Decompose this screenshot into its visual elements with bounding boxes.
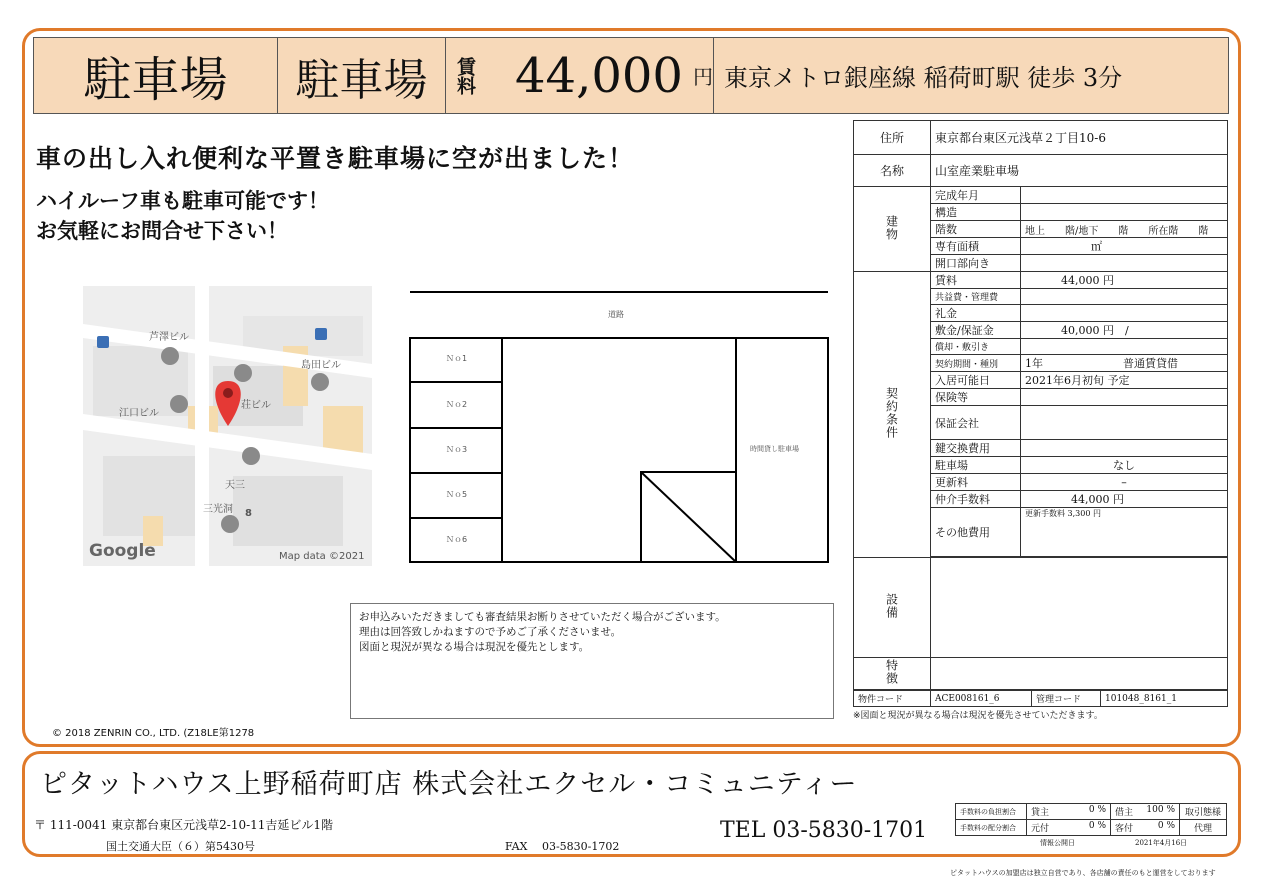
opening-value [1021,255,1228,272]
contract-value [1021,355,1228,372]
info-panel [853,120,1228,721]
notice-line3: 図面と現況が異なる場合は現況を優先とします。 [359,641,590,653]
common-fee-label: 共益費・管理費 [931,289,1021,305]
headline-line3: お気軽にお問合せ下さい！ [36,219,288,243]
info-table [853,120,1228,690]
location-map[interactable] [83,286,372,566]
fee-borrower-pct: 100 % [1146,805,1175,815]
rent-value: 44,000 [515,47,683,104]
mgmt-code: 101048_8161_1 [1101,691,1228,707]
rent-label-cell: 賃料 [931,272,1021,289]
parking-label: 駐車場 [931,457,1021,474]
guarantor-label: 保証会社 [931,406,1021,440]
name-label: 名称 [854,155,931,187]
contract-type: 普通賃貸借 [1123,357,1178,370]
key-money-label: 礼金 [931,305,1021,322]
access-text: 東京メトロ銀座線 稲荷町駅 徒歩 3分 [724,64,1123,92]
fee-table [955,803,1227,836]
completion-label: 完成年月 [931,187,1021,204]
facilities-label-cell [854,558,931,658]
facilities-label: 設備 [884,593,899,619]
key-exchange-label: 鍵交換費用 [931,440,1021,457]
name-value: 山室産業駐車場 [931,155,1228,187]
map-graphic [83,286,372,566]
facilities-value [931,558,1228,658]
structure-label: 構造 [931,204,1021,221]
features-label: 特徴 [884,659,899,685]
map-label-7: 8 [245,508,252,519]
notice-line2: 理由は回答致しかねますので予めご了承くださいませ。 [359,626,622,638]
terms-label-cell [854,272,931,558]
map-label-6: 三光洞 [203,504,233,515]
amortization-value [1021,339,1228,355]
structure-value [1021,204,1228,221]
map-label-5: 天三 [225,480,245,491]
parking-value: なし [1021,457,1228,474]
other-fees-label: その他費用 [931,508,1021,557]
map-label-4: 荘ビル [241,400,271,411]
license-number: 国土交通大臣（６）第5430号 [106,840,255,853]
notice-line1: お申込みいただきましても審査結果お断りさせていただく場合がございます。 [359,611,726,623]
rent-label: 賃料 [454,56,476,95]
headline-line1: 車の出し入れ便利な平置き駐車場に空が出ました！ [36,144,635,173]
publish-row [955,838,1227,848]
terms-label: 契約条件 [884,387,899,439]
features-label-cell [854,658,931,690]
opening-label: 開口部向き [931,255,1021,272]
amortization-label: 償却・敷引き [931,339,1021,355]
parking-layout [408,290,830,565]
tel-number[interactable]: TEL 03-5830-1701 [720,818,928,843]
headline-line2: ハイルーフ車も駐車可能です！ [36,189,329,213]
fax-number: FAX 03-5830-1702 [505,840,620,853]
floors-label: 階数 [931,221,1021,238]
brokerage-value: 44,000 円 [1021,491,1228,508]
building-label-cell [854,187,931,272]
code-table [853,690,1228,707]
published-date: 2021年4月16日 [1135,839,1188,847]
brokerage-label: 仲介手数料 [931,491,1021,508]
zenrin-credit: © 2018 ZENRIN CO., LTD. (Z18LE第1278 [52,728,255,739]
guarantor-value [1021,406,1228,440]
fee-borrower [1111,804,1180,820]
deposit-label: 敷金/保証金 [931,322,1021,339]
move-in-value: 2021年6月初旬 予定 [1021,372,1228,389]
rent-cell [446,38,714,113]
other-fees-value: 更新手数料 3,300 円 [1021,508,1228,557]
fee-origin [1027,820,1111,836]
area-unit: ㎡ [1091,240,1102,253]
map-label-1: 芦澤ビル [149,332,189,343]
fee-client-label: 客付 [1115,824,1134,834]
table-disclaimer: ※図面と現況が異なる場合は現況を優先させていただきます。 [853,711,1103,721]
completion-value [1021,187,1228,204]
move-in-label: 入居可能日 [931,372,1021,389]
insurance-value [1021,389,1228,406]
google-logo: Google [89,541,156,561]
common-fee-value [1021,289,1228,305]
rent-value-cell: 44,000 円 [1021,272,1228,289]
floors-value: 地上 階/地下 階 所在階 階 [1021,221,1228,238]
header-bar [33,37,1229,114]
fee-client [1111,820,1180,836]
rent-unit: 円 [692,65,713,89]
area-value [1021,238,1228,255]
insurance-label: 保険等 [931,389,1021,406]
property-code: ACE008161_6 [931,691,1032,707]
space-no3: Ｎｏ3 [446,445,468,454]
fee-origin-pct: 0 % [1088,821,1106,831]
company-address: 〒 111-0041 東京都台東区元浅草2-10-11吉延ビル1階 [34,818,334,832]
parking-layout-diagram [408,290,830,565]
key-exchange-value [1021,440,1228,457]
features-value [931,658,1228,690]
fee-lender [1027,804,1111,820]
fee-origin-label: 元付 [1031,824,1050,834]
hourly-parking-label: 時間貸し駐車場 [750,445,799,453]
type-label: 駐車場 [295,54,428,106]
building-label: 建物 [884,214,899,241]
fee-client-pct: 0 % [1157,821,1175,831]
fee-lender-pct: 0 % [1088,805,1106,815]
published-label: 情報公開日 [1040,839,1075,847]
category-cell [34,38,278,113]
space-no1: Ｎｏ1 [446,354,468,363]
fee-burden-label: 手数料の負担割合 [956,804,1027,820]
type-cell [278,38,446,113]
area-label: 専有面積 [931,238,1021,255]
bottom-note: ピタットハウスの加盟店は独立自営であり、各店舗の責任のもと運営をしております [950,869,1216,877]
fee-split-label: 手数料の配分割合 [956,820,1027,836]
map-label-3: 江口ビル [119,408,159,419]
headline [36,139,634,245]
key-money-value [1021,305,1228,322]
road-label: 道路 [608,310,624,319]
map-label-2: 島田ビル [301,360,341,371]
map-credit: Map data ©2021 [279,551,365,562]
renewal-label: 更新料 [931,474,1021,491]
address-value: 東京都台東区元浅草２丁目10-6 [931,121,1228,155]
company-name: ピタットハウス上野稲荷町店 株式会社エクセル・コミュニティー [40,769,858,800]
property-code-label: 物件コード [854,691,931,707]
renewal-value: – [1021,474,1228,491]
contract-period: 1年 [1025,357,1043,370]
space-no6: Ｎｏ6 [446,535,468,544]
access-cell [714,38,1228,113]
category-label: 駐車場 [83,52,228,108]
fee-box [955,803,1227,848]
transaction-value: 代理 [1180,820,1227,836]
address-label: 住所 [854,121,931,155]
fee-borrower-label: 借主 [1115,808,1134,818]
fee-lender-label: 貸主 [1031,808,1050,818]
contract-label: 契約期間・種別 [931,355,1021,372]
transaction-label: 取引態様 [1180,804,1227,820]
space-no5: Ｎｏ5 [446,490,468,499]
deposit-value: 40,000 円 / [1021,322,1228,339]
notice-box [350,603,834,719]
space-no2: Ｎｏ2 [446,400,468,409]
mgmt-code-label: 管理コード [1032,691,1101,707]
